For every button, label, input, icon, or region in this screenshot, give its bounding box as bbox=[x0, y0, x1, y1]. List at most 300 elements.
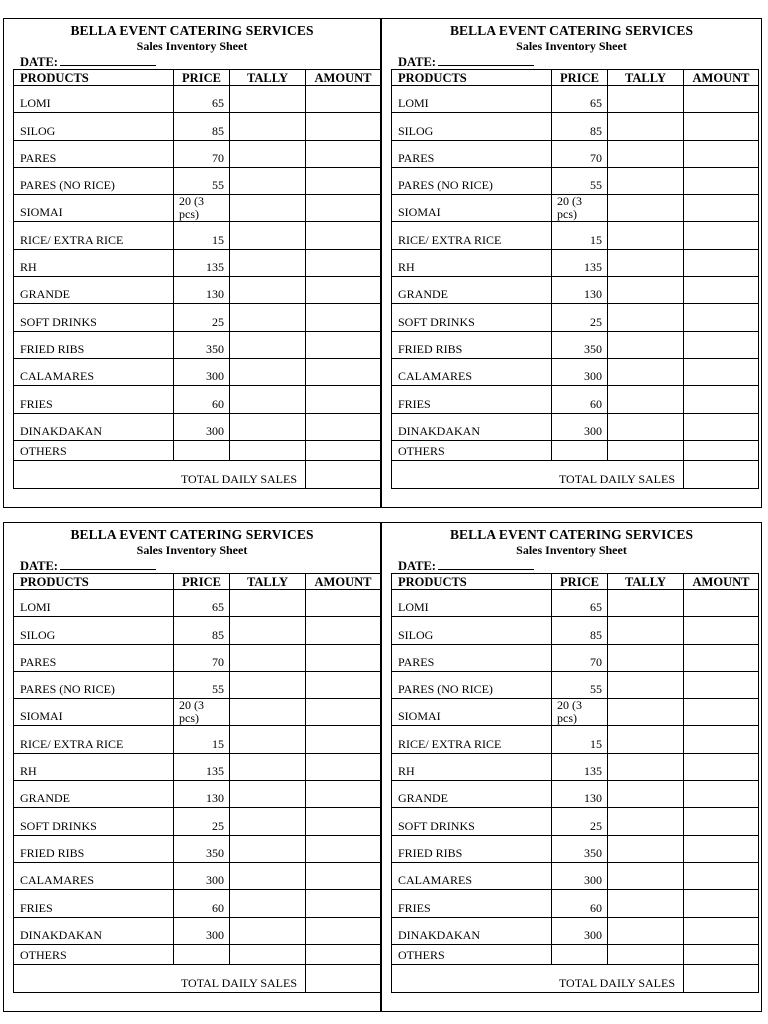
product-name: PARES (NO RICE) bbox=[14, 167, 174, 194]
tally-cell[interactable] bbox=[230, 277, 306, 304]
table-row bbox=[392, 590, 759, 617]
table-row bbox=[392, 167, 759, 194]
product-name: CALAMARES bbox=[392, 358, 552, 385]
amount-cell[interactable] bbox=[306, 331, 381, 358]
product-price: 85 bbox=[552, 113, 608, 140]
product-name: SIOMAI bbox=[14, 195, 174, 222]
tally-cell[interactable] bbox=[608, 140, 684, 167]
amount-cell[interactable] bbox=[684, 590, 759, 617]
product-name: PARES (NO RICE) bbox=[14, 671, 174, 698]
amount-cell[interactable] bbox=[684, 862, 759, 889]
others-price-cell[interactable] bbox=[552, 440, 608, 460]
amount-cell[interactable] bbox=[684, 358, 759, 385]
amount-cell[interactable] bbox=[306, 917, 381, 944]
tally-cell[interactable] bbox=[230, 386, 306, 413]
amount-cell[interactable] bbox=[306, 140, 381, 167]
header-price: PRICE bbox=[552, 70, 608, 86]
amount-cell[interactable] bbox=[306, 726, 381, 753]
product-name: PARES bbox=[392, 644, 552, 671]
table-row bbox=[392, 140, 759, 167]
amount-cell[interactable] bbox=[684, 699, 759, 726]
product-name: SILOG bbox=[392, 113, 552, 140]
table-row bbox=[14, 862, 381, 889]
product-name: FRIED RIBS bbox=[14, 331, 174, 358]
product-name: SOFT DRINKS bbox=[392, 808, 552, 835]
table-row bbox=[392, 86, 759, 113]
header-products: PRODUCTS bbox=[392, 574, 552, 590]
table-row bbox=[392, 304, 759, 331]
total-daily-sales-label: TOTAL DAILY SALES bbox=[392, 460, 684, 488]
amount-cell[interactable] bbox=[684, 671, 759, 698]
tally-cell[interactable] bbox=[608, 304, 684, 331]
date-field bbox=[398, 558, 534, 574]
tally-cell[interactable] bbox=[230, 726, 306, 753]
amount-cell[interactable] bbox=[306, 617, 381, 644]
table-row bbox=[392, 699, 759, 726]
total-amount-cell[interactable] bbox=[684, 964, 759, 992]
product-name: SILOG bbox=[14, 617, 174, 644]
date-blank-line[interactable] bbox=[438, 558, 534, 570]
product-price: 130 bbox=[552, 277, 608, 304]
product-name: RH bbox=[14, 753, 174, 780]
table-row bbox=[392, 277, 759, 304]
product-price: 60 bbox=[552, 890, 608, 917]
product-name: GRANDE bbox=[392, 277, 552, 304]
tally-cell[interactable] bbox=[230, 644, 306, 671]
table-row bbox=[392, 249, 759, 276]
table-row bbox=[392, 358, 759, 385]
table-header-row bbox=[392, 70, 759, 86]
product-name: RICE/ EXTRA RICE bbox=[392, 222, 552, 249]
inventory-table bbox=[13, 69, 381, 489]
product-price: 55 bbox=[174, 167, 230, 194]
date-blank-line[interactable] bbox=[60, 558, 156, 570]
product-name: GRANDE bbox=[14, 277, 174, 304]
amount-cell[interactable] bbox=[684, 331, 759, 358]
amount-cell[interactable] bbox=[684, 726, 759, 753]
header-products: PRODUCTS bbox=[392, 70, 552, 86]
amount-cell[interactable] bbox=[306, 277, 381, 304]
amount-cell[interactable] bbox=[684, 644, 759, 671]
table-header-row bbox=[14, 574, 381, 590]
inventory-table bbox=[391, 573, 759, 993]
product-price: 130 bbox=[174, 277, 230, 304]
amount-cell[interactable] bbox=[306, 413, 381, 440]
product-name: LOMI bbox=[392, 86, 552, 113]
sheet-subtitle: Sales Inventory Sheet bbox=[136, 543, 248, 557]
amount-cell[interactable] bbox=[684, 195, 759, 222]
product-price: 65 bbox=[174, 590, 230, 617]
tally-cell[interactable] bbox=[230, 304, 306, 331]
table-row bbox=[14, 277, 381, 304]
product-name: FRIED RIBS bbox=[392, 331, 552, 358]
amount-cell[interactable] bbox=[306, 835, 381, 862]
tally-cell[interactable] bbox=[608, 413, 684, 440]
amount-cell[interactable] bbox=[684, 753, 759, 780]
product-name: DINAKDAKAN bbox=[392, 413, 552, 440]
table-row bbox=[14, 781, 381, 808]
product-price: 25 bbox=[174, 808, 230, 835]
tally-cell[interactable] bbox=[230, 617, 306, 644]
date-label: DATE: bbox=[398, 559, 436, 573]
product-price: 300 bbox=[552, 862, 608, 889]
product-name: PARES (NO RICE) bbox=[392, 671, 552, 698]
product-price: 20 (3 pcs) bbox=[174, 195, 230, 222]
header-products: PRODUCTS bbox=[14, 574, 174, 590]
table-row bbox=[14, 358, 381, 385]
amount-cell[interactable] bbox=[306, 249, 381, 276]
others-label: OTHERS bbox=[392, 944, 552, 964]
product-name: FRIES bbox=[392, 890, 552, 917]
amount-cell[interactable] bbox=[306, 386, 381, 413]
product-price: 85 bbox=[174, 617, 230, 644]
amount-cell[interactable] bbox=[306, 113, 381, 140]
tally-cell[interactable] bbox=[230, 590, 306, 617]
amount-cell[interactable] bbox=[306, 890, 381, 917]
table-row bbox=[14, 808, 381, 835]
tally-cell[interactable] bbox=[230, 781, 306, 808]
others-price-cell[interactable] bbox=[174, 944, 230, 964]
header-price: PRICE bbox=[174, 70, 230, 86]
tally-cell[interactable] bbox=[608, 617, 684, 644]
product-price: 20 (3 pcs) bbox=[174, 699, 230, 726]
table-row bbox=[392, 781, 759, 808]
amount-cell[interactable] bbox=[684, 808, 759, 835]
table-row bbox=[14, 113, 381, 140]
others-label: OTHERS bbox=[14, 944, 174, 964]
tally-cell[interactable] bbox=[608, 195, 684, 222]
product-price: 55 bbox=[174, 671, 230, 698]
total-amount-cell[interactable] bbox=[306, 460, 381, 488]
table-row bbox=[14, 195, 381, 222]
others-price-cell[interactable] bbox=[552, 944, 608, 964]
product-price: 300 bbox=[552, 358, 608, 385]
table-row bbox=[392, 917, 759, 944]
inventory-sheet bbox=[3, 522, 381, 1012]
product-price: 135 bbox=[552, 249, 608, 276]
amount-cell[interactable] bbox=[684, 140, 759, 167]
table-row bbox=[392, 195, 759, 222]
product-name: GRANDE bbox=[14, 781, 174, 808]
tally-cell[interactable] bbox=[230, 862, 306, 889]
others-row bbox=[392, 944, 759, 964]
amount-cell[interactable] bbox=[306, 304, 381, 331]
others-tally-cell[interactable] bbox=[608, 440, 684, 460]
product-price: 70 bbox=[552, 140, 608, 167]
product-name: SIOMAI bbox=[392, 195, 552, 222]
amount-cell[interactable] bbox=[684, 222, 759, 249]
tally-cell[interactable] bbox=[608, 331, 684, 358]
product-price: 60 bbox=[174, 386, 230, 413]
product-price: 70 bbox=[552, 644, 608, 671]
tally-cell[interactable] bbox=[608, 699, 684, 726]
others-amount-cell[interactable] bbox=[684, 440, 759, 460]
tally-cell[interactable] bbox=[608, 358, 684, 385]
product-price: 135 bbox=[174, 753, 230, 780]
product-name: RH bbox=[14, 249, 174, 276]
others-amount-cell[interactable] bbox=[306, 440, 381, 460]
amount-cell[interactable] bbox=[306, 781, 381, 808]
product-name: FRIES bbox=[14, 890, 174, 917]
amount-cell[interactable] bbox=[306, 358, 381, 385]
others-amount-cell[interactable] bbox=[684, 944, 759, 964]
total-row bbox=[14, 460, 381, 488]
table-row bbox=[14, 644, 381, 671]
tally-cell[interactable] bbox=[608, 808, 684, 835]
product-price: 300 bbox=[552, 413, 608, 440]
product-price: 300 bbox=[174, 358, 230, 385]
tally-cell[interactable] bbox=[608, 167, 684, 194]
date-label: DATE: bbox=[20, 55, 58, 69]
product-name: LOMI bbox=[14, 590, 174, 617]
tally-cell[interactable] bbox=[230, 890, 306, 917]
date-blank-line[interactable] bbox=[60, 54, 156, 66]
table-row bbox=[14, 222, 381, 249]
tally-cell[interactable] bbox=[608, 671, 684, 698]
amount-cell[interactable] bbox=[306, 222, 381, 249]
amount-cell[interactable] bbox=[684, 167, 759, 194]
tally-cell[interactable] bbox=[608, 249, 684, 276]
header-amount: AMOUNT bbox=[306, 70, 381, 86]
amount-cell[interactable] bbox=[306, 753, 381, 780]
inventory-sheet bbox=[381, 18, 762, 508]
total-row bbox=[14, 964, 381, 992]
product-price: 300 bbox=[174, 917, 230, 944]
header-price: PRICE bbox=[552, 574, 608, 590]
header-tally: TALLY bbox=[608, 70, 684, 86]
product-price: 25 bbox=[174, 304, 230, 331]
tally-cell[interactable] bbox=[608, 781, 684, 808]
amount-cell[interactable] bbox=[306, 862, 381, 889]
others-row bbox=[392, 440, 759, 460]
inventory-table bbox=[391, 69, 759, 489]
header-amount: AMOUNT bbox=[684, 70, 759, 86]
table-row bbox=[392, 726, 759, 753]
tally-cell[interactable] bbox=[230, 195, 306, 222]
tally-cell[interactable] bbox=[230, 699, 306, 726]
date-label: DATE: bbox=[398, 55, 436, 69]
header-tally: TALLY bbox=[230, 70, 306, 86]
amount-cell[interactable] bbox=[306, 86, 381, 113]
tally-cell[interactable] bbox=[608, 386, 684, 413]
tally-cell[interactable] bbox=[608, 644, 684, 671]
product-name: LOMI bbox=[392, 590, 552, 617]
product-price: 350 bbox=[174, 835, 230, 862]
product-name: LOMI bbox=[14, 86, 174, 113]
table-header-row bbox=[14, 70, 381, 86]
product-name: FRIES bbox=[392, 386, 552, 413]
tally-cell[interactable] bbox=[608, 890, 684, 917]
product-price: 300 bbox=[174, 862, 230, 889]
tally-cell[interactable] bbox=[608, 590, 684, 617]
amount-cell[interactable] bbox=[306, 195, 381, 222]
tally-cell[interactable] bbox=[608, 862, 684, 889]
table-row bbox=[14, 413, 381, 440]
tally-cell[interactable] bbox=[230, 835, 306, 862]
others-tally-cell[interactable] bbox=[608, 944, 684, 964]
header-tally: TALLY bbox=[608, 574, 684, 590]
table-row bbox=[14, 304, 381, 331]
date-field bbox=[20, 558, 156, 574]
others-amount-cell[interactable] bbox=[306, 944, 381, 964]
tally-cell[interactable] bbox=[230, 331, 306, 358]
amount-cell[interactable] bbox=[684, 113, 759, 140]
product-name: RICE/ EXTRA RICE bbox=[14, 726, 174, 753]
product-name: SIOMAI bbox=[392, 699, 552, 726]
table-row bbox=[392, 862, 759, 889]
table-row bbox=[14, 671, 381, 698]
product-name: SOFT DRINKS bbox=[14, 808, 174, 835]
product-price: 65 bbox=[174, 86, 230, 113]
amount-cell[interactable] bbox=[684, 617, 759, 644]
table-row bbox=[392, 617, 759, 644]
inventory-sheet bbox=[381, 522, 762, 1012]
product-name: SILOG bbox=[392, 617, 552, 644]
table-row bbox=[14, 835, 381, 862]
tally-cell[interactable] bbox=[230, 86, 306, 113]
product-name: GRANDE bbox=[392, 781, 552, 808]
table-row bbox=[392, 890, 759, 917]
sheet-subtitle: Sales Inventory Sheet bbox=[516, 543, 627, 557]
table-row bbox=[14, 753, 381, 780]
product-price: 55 bbox=[552, 671, 608, 698]
product-price: 85 bbox=[552, 617, 608, 644]
product-price: 130 bbox=[552, 781, 608, 808]
others-tally-cell[interactable] bbox=[230, 944, 306, 964]
tally-cell[interactable] bbox=[608, 86, 684, 113]
tally-cell[interactable] bbox=[230, 222, 306, 249]
tally-cell[interactable] bbox=[230, 413, 306, 440]
amount-cell[interactable] bbox=[306, 644, 381, 671]
table-row bbox=[14, 617, 381, 644]
product-name: RICE/ EXTRA RICE bbox=[14, 222, 174, 249]
product-price: 85 bbox=[174, 113, 230, 140]
date-label: DATE: bbox=[20, 559, 58, 573]
total-daily-sales-label: TOTAL DAILY SALES bbox=[14, 460, 306, 488]
product-price: 15 bbox=[174, 222, 230, 249]
product-name: RICE/ EXTRA RICE bbox=[392, 726, 552, 753]
others-row bbox=[14, 440, 381, 460]
product-name: CALAMARES bbox=[14, 862, 174, 889]
amount-cell[interactable] bbox=[306, 699, 381, 726]
tally-cell[interactable] bbox=[230, 113, 306, 140]
amount-cell[interactable] bbox=[306, 590, 381, 617]
table-row bbox=[14, 140, 381, 167]
amount-cell[interactable] bbox=[684, 890, 759, 917]
product-price: 350 bbox=[552, 331, 608, 358]
others-tally-cell[interactable] bbox=[230, 440, 306, 460]
sheet-subtitle: Sales Inventory Sheet bbox=[136, 39, 248, 53]
product-price: 25 bbox=[552, 808, 608, 835]
table-row bbox=[14, 86, 381, 113]
tally-cell[interactable] bbox=[608, 726, 684, 753]
amount-cell[interactable] bbox=[684, 86, 759, 113]
product-price: 350 bbox=[174, 331, 230, 358]
amount-cell[interactable] bbox=[684, 304, 759, 331]
product-price: 130 bbox=[174, 781, 230, 808]
product-price: 300 bbox=[552, 917, 608, 944]
table-row bbox=[14, 331, 381, 358]
product-name: FRIES bbox=[14, 386, 174, 413]
amount-cell[interactable] bbox=[306, 808, 381, 835]
table-row bbox=[392, 386, 759, 413]
company-name: BELLA EVENT CATERING SERVICES bbox=[70, 527, 314, 542]
tally-cell[interactable] bbox=[608, 222, 684, 249]
product-price: 15 bbox=[552, 726, 608, 753]
product-name: DINAKDAKAN bbox=[14, 917, 174, 944]
amount-cell[interactable] bbox=[306, 167, 381, 194]
amount-cell[interactable] bbox=[684, 781, 759, 808]
product-price: 20 (3 pcs) bbox=[552, 699, 608, 726]
tally-cell[interactable] bbox=[230, 140, 306, 167]
tally-cell[interactable] bbox=[608, 277, 684, 304]
tally-cell[interactable] bbox=[230, 808, 306, 835]
amount-cell[interactable] bbox=[684, 917, 759, 944]
product-price: 70 bbox=[174, 644, 230, 671]
table-row bbox=[392, 113, 759, 140]
tally-cell[interactable] bbox=[608, 917, 684, 944]
product-name: FRIED RIBS bbox=[14, 835, 174, 862]
table-row bbox=[392, 222, 759, 249]
amount-cell[interactable] bbox=[684, 386, 759, 413]
tally-cell[interactable] bbox=[608, 113, 684, 140]
table-row bbox=[14, 890, 381, 917]
header-amount: AMOUNT bbox=[684, 574, 759, 590]
tally-cell[interactable] bbox=[230, 167, 306, 194]
product-price: 15 bbox=[552, 222, 608, 249]
product-price: 65 bbox=[552, 590, 608, 617]
tally-cell[interactable] bbox=[230, 753, 306, 780]
tally-cell[interactable] bbox=[230, 671, 306, 698]
product-price: 135 bbox=[552, 753, 608, 780]
others-price-cell[interactable] bbox=[174, 440, 230, 460]
total-row bbox=[392, 460, 759, 488]
others-label: OTHERS bbox=[14, 440, 174, 460]
date-blank-line[interactable] bbox=[438, 54, 534, 66]
table-row bbox=[392, 835, 759, 862]
inventory-sheet bbox=[3, 18, 381, 508]
total-amount-cell[interactable] bbox=[684, 460, 759, 488]
tally-cell[interactable] bbox=[230, 917, 306, 944]
table-row bbox=[392, 413, 759, 440]
total-amount-cell[interactable] bbox=[306, 964, 381, 992]
tally-cell[interactable] bbox=[230, 249, 306, 276]
tally-cell[interactable] bbox=[608, 835, 684, 862]
table-row bbox=[392, 644, 759, 671]
product-name: RH bbox=[392, 249, 552, 276]
table-row bbox=[392, 671, 759, 698]
product-name: RH bbox=[392, 753, 552, 780]
header-tally: TALLY bbox=[230, 574, 306, 590]
amount-cell[interactable] bbox=[684, 277, 759, 304]
inventory-table bbox=[13, 573, 381, 993]
amount-cell[interactable] bbox=[684, 835, 759, 862]
others-row bbox=[14, 944, 381, 964]
amount-cell[interactable] bbox=[306, 671, 381, 698]
company-name: BELLA EVENT CATERING SERVICES bbox=[449, 527, 694, 542]
tally-cell[interactable] bbox=[230, 358, 306, 385]
amount-cell[interactable] bbox=[684, 249, 759, 276]
header-products: PRODUCTS bbox=[14, 70, 174, 86]
tally-cell[interactable] bbox=[608, 753, 684, 780]
total-daily-sales-label: TOTAL DAILY SALES bbox=[14, 964, 306, 992]
amount-cell[interactable] bbox=[684, 413, 759, 440]
product-price: 300 bbox=[174, 413, 230, 440]
product-name: SOFT DRINKS bbox=[14, 304, 174, 331]
product-name: CALAMARES bbox=[14, 358, 174, 385]
product-price: 60 bbox=[552, 386, 608, 413]
table-row bbox=[14, 249, 381, 276]
